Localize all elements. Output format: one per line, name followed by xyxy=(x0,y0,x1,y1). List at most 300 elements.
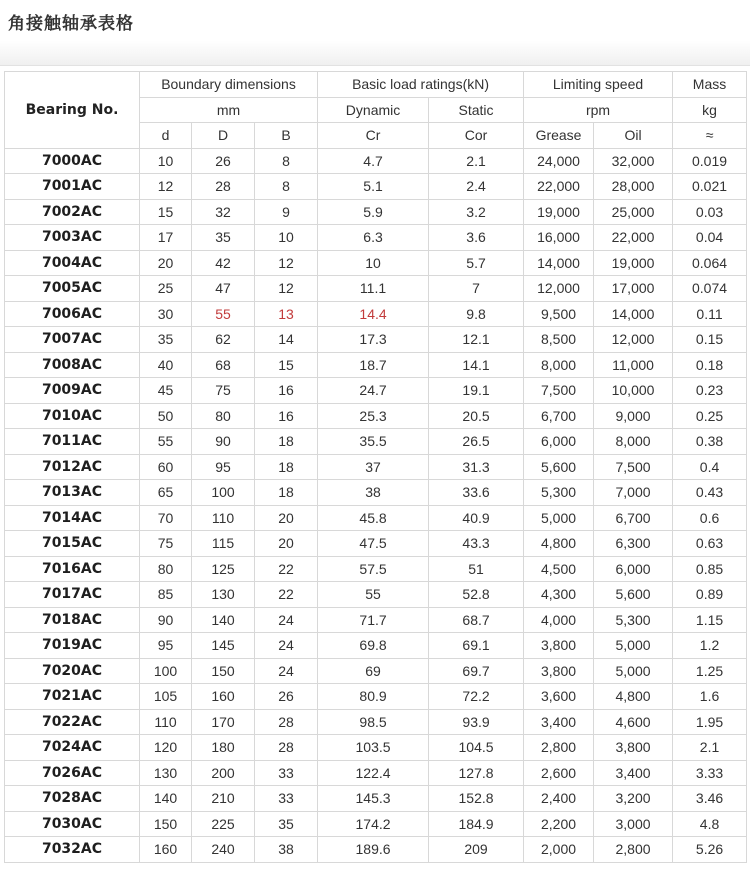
grease-speed-cell: 3,400 xyxy=(524,709,594,735)
D-cell: 47 xyxy=(192,276,255,302)
table-row xyxy=(5,531,747,557)
grease-speed-cell: 3,800 xyxy=(524,658,594,684)
table-row xyxy=(5,454,747,480)
table-row xyxy=(5,148,747,174)
B-cell: 12 xyxy=(255,276,318,302)
grease-speed-cell: 2,600 xyxy=(524,760,594,786)
mass-cell: 1.2 xyxy=(673,633,747,659)
D-cell: 55 xyxy=(192,301,255,327)
grease-speed-cell: 16,000 xyxy=(524,225,594,251)
dynamic-cr-cell: 11.1 xyxy=(318,276,429,302)
static-cor-cell: 209 xyxy=(429,837,524,863)
dynamic-cr-cell: 5.9 xyxy=(318,199,429,225)
mass-cell: 0.6 xyxy=(673,505,747,531)
static-cor-cell: 68.7 xyxy=(429,607,524,633)
bearing-no-cell: 7026AC xyxy=(5,760,140,786)
static-cor-cell: 12.1 xyxy=(429,327,524,353)
bearing-no-cell: 7004AC xyxy=(5,250,140,276)
B-cell: 15 xyxy=(255,352,318,378)
grease-speed-cell: 5,000 xyxy=(524,505,594,531)
dynamic-cr-cell: 25.3 xyxy=(318,403,429,429)
table-row xyxy=(5,429,747,455)
static-cor-cell: 52.8 xyxy=(429,582,524,608)
mass-cell: 0.019 xyxy=(673,148,747,174)
oil-speed-cell: 28,000 xyxy=(594,174,673,200)
static-cor-cell: 2.1 xyxy=(429,148,524,174)
header-approx: ≈ xyxy=(673,123,747,149)
mass-cell: 0.15 xyxy=(673,327,747,353)
dynamic-cr-cell: 174.2 xyxy=(318,811,429,837)
table-row xyxy=(5,582,747,608)
d-cell: 15 xyxy=(140,199,192,225)
d-cell: 85 xyxy=(140,582,192,608)
grease-speed-cell: 4,500 xyxy=(524,556,594,582)
oil-speed-cell: 6,700 xyxy=(594,505,673,531)
table-row xyxy=(5,327,747,353)
d-cell: 25 xyxy=(140,276,192,302)
D-cell: 28 xyxy=(192,174,255,200)
d-cell: 55 xyxy=(140,429,192,455)
B-cell: 22 xyxy=(255,556,318,582)
dynamic-cr-cell: 145.3 xyxy=(318,786,429,812)
static-cor-cell: 104.5 xyxy=(429,735,524,761)
table-header xyxy=(5,72,747,149)
static-cor-cell: 43.3 xyxy=(429,531,524,557)
bearing-no-cell: 7010AC xyxy=(5,403,140,429)
oil-speed-cell: 5,600 xyxy=(594,582,673,608)
dynamic-cr-cell: 14.4 xyxy=(318,301,429,327)
header-unit-rpm: rpm xyxy=(524,97,673,123)
grease-speed-cell: 5,300 xyxy=(524,480,594,506)
oil-speed-cell: 5,000 xyxy=(594,658,673,684)
table-row xyxy=(5,225,747,251)
bearing-no-cell: 7003AC xyxy=(5,225,140,251)
mass-cell: 0.43 xyxy=(673,480,747,506)
d-cell: 130 xyxy=(140,760,192,786)
bearing-no-cell: 7024AC xyxy=(5,735,140,761)
grease-speed-cell: 6,700 xyxy=(524,403,594,429)
grease-speed-cell: 4,000 xyxy=(524,607,594,633)
d-cell: 140 xyxy=(140,786,192,812)
static-cor-cell: 14.1 xyxy=(429,352,524,378)
d-cell: 45 xyxy=(140,378,192,404)
mass-cell: 1.25 xyxy=(673,658,747,684)
table-row xyxy=(5,199,747,225)
D-cell: 130 xyxy=(192,582,255,608)
D-cell: 32 xyxy=(192,199,255,225)
dynamic-cr-cell: 98.5 xyxy=(318,709,429,735)
header-grease: Grease xyxy=(524,123,594,149)
grease-speed-cell: 4,300 xyxy=(524,582,594,608)
bearing-no-cell: 7028AC xyxy=(5,786,140,812)
static-cor-cell: 69.1 xyxy=(429,633,524,659)
B-cell: 20 xyxy=(255,531,318,557)
B-cell: 14 xyxy=(255,327,318,353)
mass-cell: 0.38 xyxy=(673,429,747,455)
d-cell: 110 xyxy=(140,709,192,735)
D-cell: 75 xyxy=(192,378,255,404)
bearing-no-cell: 7030AC xyxy=(5,811,140,837)
mass-cell: 0.04 xyxy=(673,225,747,251)
bearing-no-cell: 7012AC xyxy=(5,454,140,480)
D-cell: 170 xyxy=(192,709,255,735)
B-cell: 20 xyxy=(255,505,318,531)
d-cell: 60 xyxy=(140,454,192,480)
d-cell: 120 xyxy=(140,735,192,761)
grease-speed-cell: 8,500 xyxy=(524,327,594,353)
static-cor-cell: 51 xyxy=(429,556,524,582)
dynamic-cr-cell: 37 xyxy=(318,454,429,480)
oil-speed-cell: 12,000 xyxy=(594,327,673,353)
bearing-no-cell: 7032AC xyxy=(5,837,140,863)
bearing-no-cell: 7000AC xyxy=(5,148,140,174)
oil-speed-cell: 11,000 xyxy=(594,352,673,378)
header-cr: Cr xyxy=(318,123,429,149)
bearing-no-cell: 7018AC xyxy=(5,607,140,633)
D-cell: 35 xyxy=(192,225,255,251)
B-cell: 33 xyxy=(255,760,318,786)
mass-cell: 0.63 xyxy=(673,531,747,557)
dynamic-cr-cell: 47.5 xyxy=(318,531,429,557)
mass-cell: 0.064 xyxy=(673,250,747,276)
B-cell: 26 xyxy=(255,684,318,710)
grease-speed-cell: 2,000 xyxy=(524,837,594,863)
table-row xyxy=(5,811,747,837)
static-cor-cell: 40.9 xyxy=(429,505,524,531)
bearing-no-cell: 7020AC xyxy=(5,658,140,684)
header-dynamic: Dynamic xyxy=(318,97,429,123)
header-cor: Cor xyxy=(429,123,524,149)
d-cell: 90 xyxy=(140,607,192,633)
B-cell: 28 xyxy=(255,709,318,735)
table-row xyxy=(5,403,747,429)
header-unit-kg: kg xyxy=(673,97,747,123)
oil-speed-cell: 9,000 xyxy=(594,403,673,429)
static-cor-cell: 26.5 xyxy=(429,429,524,455)
grease-speed-cell: 2,400 xyxy=(524,786,594,812)
grease-speed-cell: 6,000 xyxy=(524,429,594,455)
B-cell: 12 xyxy=(255,250,318,276)
B-cell: 28 xyxy=(255,735,318,761)
static-cor-cell: 19.1 xyxy=(429,378,524,404)
B-cell: 13 xyxy=(255,301,318,327)
d-cell: 35 xyxy=(140,327,192,353)
B-cell: 16 xyxy=(255,403,318,429)
dynamic-cr-cell: 5.1 xyxy=(318,174,429,200)
static-cor-cell: 9.8 xyxy=(429,301,524,327)
d-cell: 40 xyxy=(140,352,192,378)
dynamic-cr-cell: 35.5 xyxy=(318,429,429,455)
bearing-no-cell: 7014AC xyxy=(5,505,140,531)
grease-speed-cell: 14,000 xyxy=(524,250,594,276)
header-limiting-speed: Limiting speed xyxy=(524,72,673,98)
B-cell: 38 xyxy=(255,837,318,863)
mass-cell: 5.26 xyxy=(673,837,747,863)
oil-speed-cell: 4,800 xyxy=(594,684,673,710)
d-cell: 65 xyxy=(140,480,192,506)
grease-speed-cell: 19,000 xyxy=(524,199,594,225)
dynamic-cr-cell: 189.6 xyxy=(318,837,429,863)
bearing-no-cell: 7007AC xyxy=(5,327,140,353)
D-cell: 90 xyxy=(192,429,255,455)
static-cor-cell: 5.7 xyxy=(429,250,524,276)
oil-speed-cell: 10,000 xyxy=(594,378,673,404)
d-cell: 150 xyxy=(140,811,192,837)
d-cell: 12 xyxy=(140,174,192,200)
static-cor-cell: 31.3 xyxy=(429,454,524,480)
static-cor-cell: 152.8 xyxy=(429,786,524,812)
B-cell: 24 xyxy=(255,658,318,684)
d-cell: 100 xyxy=(140,658,192,684)
D-cell: 80 xyxy=(192,403,255,429)
dynamic-cr-cell: 4.7 xyxy=(318,148,429,174)
bearing-no-cell: 7001AC xyxy=(5,174,140,200)
static-cor-cell: 3.6 xyxy=(429,225,524,251)
oil-speed-cell: 3,400 xyxy=(594,760,673,786)
d-cell: 70 xyxy=(140,505,192,531)
oil-speed-cell: 19,000 xyxy=(594,250,673,276)
B-cell: 22 xyxy=(255,582,318,608)
table-row xyxy=(5,480,747,506)
D-cell: 100 xyxy=(192,480,255,506)
d-cell: 75 xyxy=(140,531,192,557)
oil-speed-cell: 8,000 xyxy=(594,429,673,455)
header-D: D xyxy=(192,123,255,149)
mass-cell: 0.89 xyxy=(673,582,747,608)
D-cell: 145 xyxy=(192,633,255,659)
B-cell: 16 xyxy=(255,378,318,404)
table-row xyxy=(5,378,747,404)
B-cell: 9 xyxy=(255,199,318,225)
dynamic-cr-cell: 57.5 xyxy=(318,556,429,582)
grease-speed-cell: 12,000 xyxy=(524,276,594,302)
D-cell: 68 xyxy=(192,352,255,378)
grease-speed-cell: 5,600 xyxy=(524,454,594,480)
oil-speed-cell: 4,600 xyxy=(594,709,673,735)
header-boundary-dimensions: Boundary dimensions xyxy=(140,72,318,98)
static-cor-cell: 20.5 xyxy=(429,403,524,429)
oil-speed-cell: 5,000 xyxy=(594,633,673,659)
table-row xyxy=(5,684,747,710)
mass-cell: 0.4 xyxy=(673,454,747,480)
bearing-no-cell: 7008AC xyxy=(5,352,140,378)
oil-speed-cell: 3,200 xyxy=(594,786,673,812)
D-cell: 200 xyxy=(192,760,255,786)
d-cell: 17 xyxy=(140,225,192,251)
table-row xyxy=(5,352,747,378)
bearing-no-cell: 7022AC xyxy=(5,709,140,735)
grease-speed-cell: 8,000 xyxy=(524,352,594,378)
bearing-no-cell: 7017AC xyxy=(5,582,140,608)
header-mass: Mass xyxy=(673,72,747,98)
mass-cell: 0.85 xyxy=(673,556,747,582)
bearing-no-cell: 7013AC xyxy=(5,480,140,506)
grease-speed-cell: 9,500 xyxy=(524,301,594,327)
dynamic-cr-cell: 38 xyxy=(318,480,429,506)
table-row xyxy=(5,658,747,684)
static-cor-cell: 3.2 xyxy=(429,199,524,225)
D-cell: 115 xyxy=(192,531,255,557)
D-cell: 95 xyxy=(192,454,255,480)
bearing-table-container xyxy=(4,71,746,863)
B-cell: 24 xyxy=(255,633,318,659)
mass-cell: 0.18 xyxy=(673,352,747,378)
bearing-no-cell: 7002AC xyxy=(5,199,140,225)
oil-speed-cell: 32,000 xyxy=(594,148,673,174)
grease-speed-cell: 2,200 xyxy=(524,811,594,837)
D-cell: 140 xyxy=(192,607,255,633)
oil-speed-cell: 3,000 xyxy=(594,811,673,837)
mass-cell: 0.074 xyxy=(673,276,747,302)
bearing-table xyxy=(4,71,747,863)
B-cell: 35 xyxy=(255,811,318,837)
static-cor-cell: 69.7 xyxy=(429,658,524,684)
mass-cell: 1.95 xyxy=(673,709,747,735)
grease-speed-cell: 4,800 xyxy=(524,531,594,557)
oil-speed-cell: 14,000 xyxy=(594,301,673,327)
d-cell: 160 xyxy=(140,837,192,863)
oil-speed-cell: 6,000 xyxy=(594,556,673,582)
oil-speed-cell: 7,500 xyxy=(594,454,673,480)
oil-speed-cell: 7,000 xyxy=(594,480,673,506)
B-cell: 18 xyxy=(255,480,318,506)
D-cell: 62 xyxy=(192,327,255,353)
d-cell: 80 xyxy=(140,556,192,582)
mass-cell: 0.021 xyxy=(673,174,747,200)
bearing-no-cell: 7019AC xyxy=(5,633,140,659)
dynamic-cr-cell: 10 xyxy=(318,250,429,276)
dynamic-cr-cell: 18.7 xyxy=(318,352,429,378)
grease-speed-cell: 2,800 xyxy=(524,735,594,761)
grease-speed-cell: 7,500 xyxy=(524,378,594,404)
B-cell: 8 xyxy=(255,174,318,200)
table-row xyxy=(5,505,747,531)
dynamic-cr-cell: 24.7 xyxy=(318,378,429,404)
header-static: Static xyxy=(429,97,524,123)
B-cell: 24 xyxy=(255,607,318,633)
dynamic-cr-cell: 69.8 xyxy=(318,633,429,659)
dynamic-cr-cell: 80.9 xyxy=(318,684,429,710)
header-oil: Oil xyxy=(594,123,673,149)
bearing-no-cell: 7006AC xyxy=(5,301,140,327)
D-cell: 240 xyxy=(192,837,255,863)
bearing-no-cell: 7011AC xyxy=(5,429,140,455)
dynamic-cr-cell: 69 xyxy=(318,658,429,684)
bearing-no-cell: 7015AC xyxy=(5,531,140,557)
dynamic-cr-cell: 17.3 xyxy=(318,327,429,353)
oil-speed-cell: 3,800 xyxy=(594,735,673,761)
static-cor-cell: 7 xyxy=(429,276,524,302)
D-cell: 225 xyxy=(192,811,255,837)
dynamic-cr-cell: 45.8 xyxy=(318,505,429,531)
D-cell: 210 xyxy=(192,786,255,812)
B-cell: 18 xyxy=(255,454,318,480)
table-row xyxy=(5,301,747,327)
D-cell: 160 xyxy=(192,684,255,710)
B-cell: 18 xyxy=(255,429,318,455)
table-row xyxy=(5,735,747,761)
table-row xyxy=(5,276,747,302)
mass-cell: 2.1 xyxy=(673,735,747,761)
table-row xyxy=(5,633,747,659)
header-basic-load-ratings: Basic load ratings(kN) xyxy=(318,72,524,98)
mass-cell: 1.15 xyxy=(673,607,747,633)
header-unit-mm: mm xyxy=(140,97,318,123)
bearing-no-cell: 7005AC xyxy=(5,276,140,302)
mass-cell: 0.23 xyxy=(673,378,747,404)
B-cell: 33 xyxy=(255,786,318,812)
grease-speed-cell: 24,000 xyxy=(524,148,594,174)
static-cor-cell: 184.9 xyxy=(429,811,524,837)
D-cell: 42 xyxy=(192,250,255,276)
grease-speed-cell: 3,600 xyxy=(524,684,594,710)
d-cell: 20 xyxy=(140,250,192,276)
d-cell: 30 xyxy=(140,301,192,327)
static-cor-cell: 33.6 xyxy=(429,480,524,506)
static-cor-cell: 2.4 xyxy=(429,174,524,200)
page-title: 角接触轴承表格 xyxy=(8,14,134,34)
bearing-no-cell: 7016AC xyxy=(5,556,140,582)
grease-speed-cell: 3,800 xyxy=(524,633,594,659)
static-cor-cell: 93.9 xyxy=(429,709,524,735)
table-row xyxy=(5,174,747,200)
table-body xyxy=(5,148,747,862)
mass-cell: 0.03 xyxy=(673,199,747,225)
bearing-no-cell: 7009AC xyxy=(5,378,140,404)
d-cell: 95 xyxy=(140,633,192,659)
D-cell: 110 xyxy=(192,505,255,531)
table-row xyxy=(5,760,747,786)
header-d: d xyxy=(140,123,192,149)
oil-speed-cell: 2,800 xyxy=(594,837,673,863)
static-cor-cell: 72.2 xyxy=(429,684,524,710)
D-cell: 180 xyxy=(192,735,255,761)
B-cell: 10 xyxy=(255,225,318,251)
dynamic-cr-cell: 71.7 xyxy=(318,607,429,633)
dynamic-cr-cell: 55 xyxy=(318,582,429,608)
mass-cell: 4.8 xyxy=(673,811,747,837)
oil-speed-cell: 17,000 xyxy=(594,276,673,302)
dynamic-cr-cell: 122.4 xyxy=(318,760,429,786)
mass-cell: 1.6 xyxy=(673,684,747,710)
title-bar xyxy=(0,0,750,66)
dynamic-cr-cell: 103.5 xyxy=(318,735,429,761)
grease-speed-cell: 22,000 xyxy=(524,174,594,200)
table-row xyxy=(5,250,747,276)
header-bearing-no: Bearing No. xyxy=(5,72,140,149)
table-row xyxy=(5,837,747,863)
bearing-no-cell: 7021AC xyxy=(5,684,140,710)
D-cell: 150 xyxy=(192,658,255,684)
D-cell: 26 xyxy=(192,148,255,174)
oil-speed-cell: 25,000 xyxy=(594,199,673,225)
D-cell: 125 xyxy=(192,556,255,582)
mass-cell: 0.25 xyxy=(673,403,747,429)
static-cor-cell: 127.8 xyxy=(429,760,524,786)
B-cell: 8 xyxy=(255,148,318,174)
oil-speed-cell: 6,300 xyxy=(594,531,673,557)
d-cell: 10 xyxy=(140,148,192,174)
mass-cell: 3.46 xyxy=(673,786,747,812)
oil-speed-cell: 22,000 xyxy=(594,225,673,251)
header-B: B xyxy=(255,123,318,149)
d-cell: 105 xyxy=(140,684,192,710)
table-row xyxy=(5,709,747,735)
d-cell: 50 xyxy=(140,403,192,429)
dynamic-cr-cell: 6.3 xyxy=(318,225,429,251)
table-row xyxy=(5,607,747,633)
mass-cell: 3.33 xyxy=(673,760,747,786)
